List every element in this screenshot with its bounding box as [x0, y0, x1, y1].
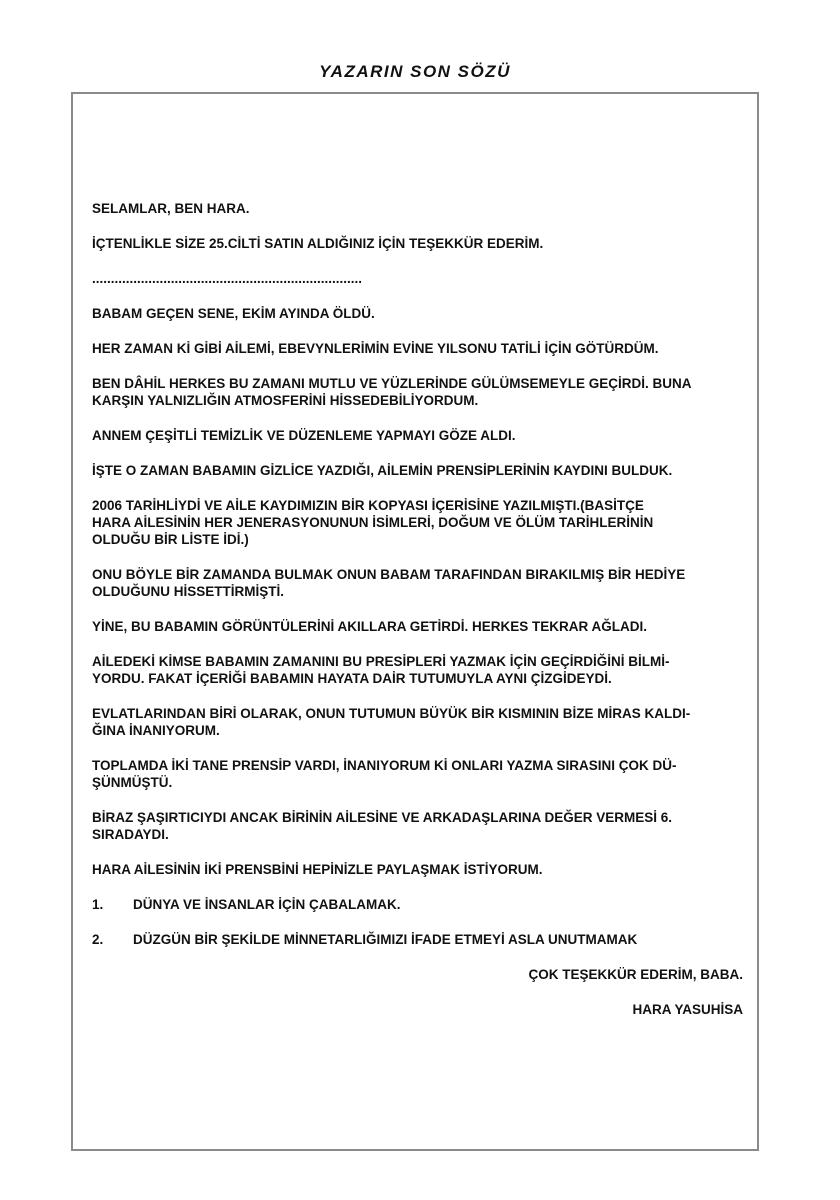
paragraph [92, 618, 743, 635]
paragraph-line: ĞINA İNANIYORUM. [92, 723, 220, 738]
paragraph-line: TOPLAMDA İKİ TANE PRENSİP VARDI, İNANIYORUM Kİ ONLARI YAZMA SIRASINI ÇOK DÜ- [92, 758, 677, 773]
paragraph-line: SELAMLAR, BEN HARA. [92, 201, 250, 216]
paragraph-line: OLDUĞU BİR LİSTE İDİ.) [92, 532, 249, 547]
paragraph-line: KARŞIN YALNIZLIĞIN ATMOSFERİNİ HİSSEDEBİLİYORDUM. [92, 393, 479, 408]
paragraph-line: ANNEM ÇEŞİTLİ TEMİZLİK VE DÜZENLEME YAPMAYI GÖZE ALDI. [92, 428, 516, 443]
paragraph-line: EVLATLARINDAN BİRİ OLARAK, ONUN TUTUMUN BÜYÜK BİR KISMININ BİZE MİRAS KALDI- [92, 706, 691, 721]
paragraph [92, 653, 743, 687]
paragraph [92, 462, 743, 479]
paragraph-line: İÇTENLİKLE SİZE 25.CİLTİ SATIN ALDIĞINIZ İÇİN TEŞEKKÜR EDERİM. [92, 236, 544, 251]
paragraph-line: SIRADAYDI. [92, 827, 169, 842]
letter-body [73, 94, 757, 1018]
paragraph [92, 235, 743, 252]
letter-border-box [71, 92, 759, 1151]
closing-line: ÇOK TEŞEKKÜR EDERİM, BABA. [528, 967, 743, 982]
paragraph-line: BİRAZ ŞAŞIRTICIYDI ANCAK BİRİNİN AİLESİNE VE ARKADAŞLARINA DEĞER VERMESİ 6. [92, 810, 673, 825]
paragraph-line: YİNE, BU BABAMIN GÖRÜNTÜLERİNİ AKILLARA GETİRDİ. HERKES TEKRAR AĞLADI. [92, 619, 647, 634]
paragraph-line: 2006 TARİHLİYDİ VE AİLE KAYDIMIZIN BİR KOPYASI İÇERİSİNE YAZILMIŞTI.(BASİTÇE [92, 498, 644, 513]
list-item [92, 931, 743, 948]
list-item [92, 896, 743, 913]
paragraph-line: HER ZAMAN Kİ GİBİ AİLEMİ, EBEVYNLERİMİN EVİNE YILSONU TATİLİ İÇİN GÖTÜRDÜM. [92, 341, 659, 356]
paragraph [92, 757, 743, 791]
paragraph-line: OLDUĞUNU HİSSETTİRMİŞTİ. [92, 584, 284, 599]
page-title: YAZARIN SON SÖZÜ [319, 62, 511, 81]
paragraph-line: ONU BÖYLE BİR ZAMANDA BULMAK ONUN BABAM TARAFINDAN BIRAKILMIŞ BİR HEDİYE [92, 567, 686, 582]
paragraph [92, 270, 743, 287]
list-item-text: DÜNYA VE İNSANLAR İÇİN ÇABALAMAK. [133, 897, 401, 912]
paragraph-line: BABAM GEÇEN SENE, EKİM AYINDA ÖLDÜ. [92, 306, 375, 321]
paragraph-line: İŞTE O ZAMAN BABAMIN GİZLİCE YAZDIĞI, AİLEMİN PRENSİPLERİNİN KAYDINI BULDUK. [92, 463, 673, 478]
paragraph-line: ŞÜNMÜŞTÜ. [92, 775, 173, 790]
paragraph [92, 497, 743, 548]
paragraph-line: HARA AİLESİNİN İKİ PRENSBİNİ HEPİNİZLE PAYLAŞMAK İSTİYORUM. [92, 862, 543, 877]
paragraph [92, 809, 743, 843]
list-item-text: DÜZGÜN BİR ŞEKİLDE MİNNETARLIĞIMIZI İFADE ETMEYİ ASLA UNUTMAMAK [133, 932, 638, 947]
paragraph-line: ........................................................................ [92, 271, 363, 286]
list-item-number: 2. [92, 932, 104, 947]
paragraph [92, 340, 743, 357]
paragraph [92, 566, 743, 600]
closing-line: HARA YASUHİSA [632, 1002, 743, 1017]
paragraph-line: HARA AİLESİNİN HER JENERASYONUNUN İSİMLERİ, DOĞUM VE ÖLÜM TARİHLERİNİN [92, 515, 654, 530]
paragraph [92, 427, 743, 444]
paragraph [92, 861, 743, 878]
paragraph [92, 375, 743, 409]
paragraph-line: YORDU. FAKAT İÇERİĞİ BABAMIN HAYATA DAİR TUTUMUYLA AYNI ÇİZGİDEYDİ. [92, 671, 612, 686]
paragraph-line: AİLEDEKİ KİMSE BABAMIN ZAMANINI BU PRESİPLERİ YAZMAK İÇİN GEÇİRDİĞİNİ BİLMİ- [92, 654, 670, 669]
paragraph [92, 705, 743, 739]
paragraph [92, 305, 743, 322]
paragraph-line: BEN DÂHİL HERKES BU ZAMANI MUTLU VE YÜZLERİNDE GÜLÜMSEMEYLE GEÇİRDİ. BUNA [92, 376, 692, 391]
list-item-number: 1. [92, 897, 104, 912]
paragraph [92, 200, 743, 217]
